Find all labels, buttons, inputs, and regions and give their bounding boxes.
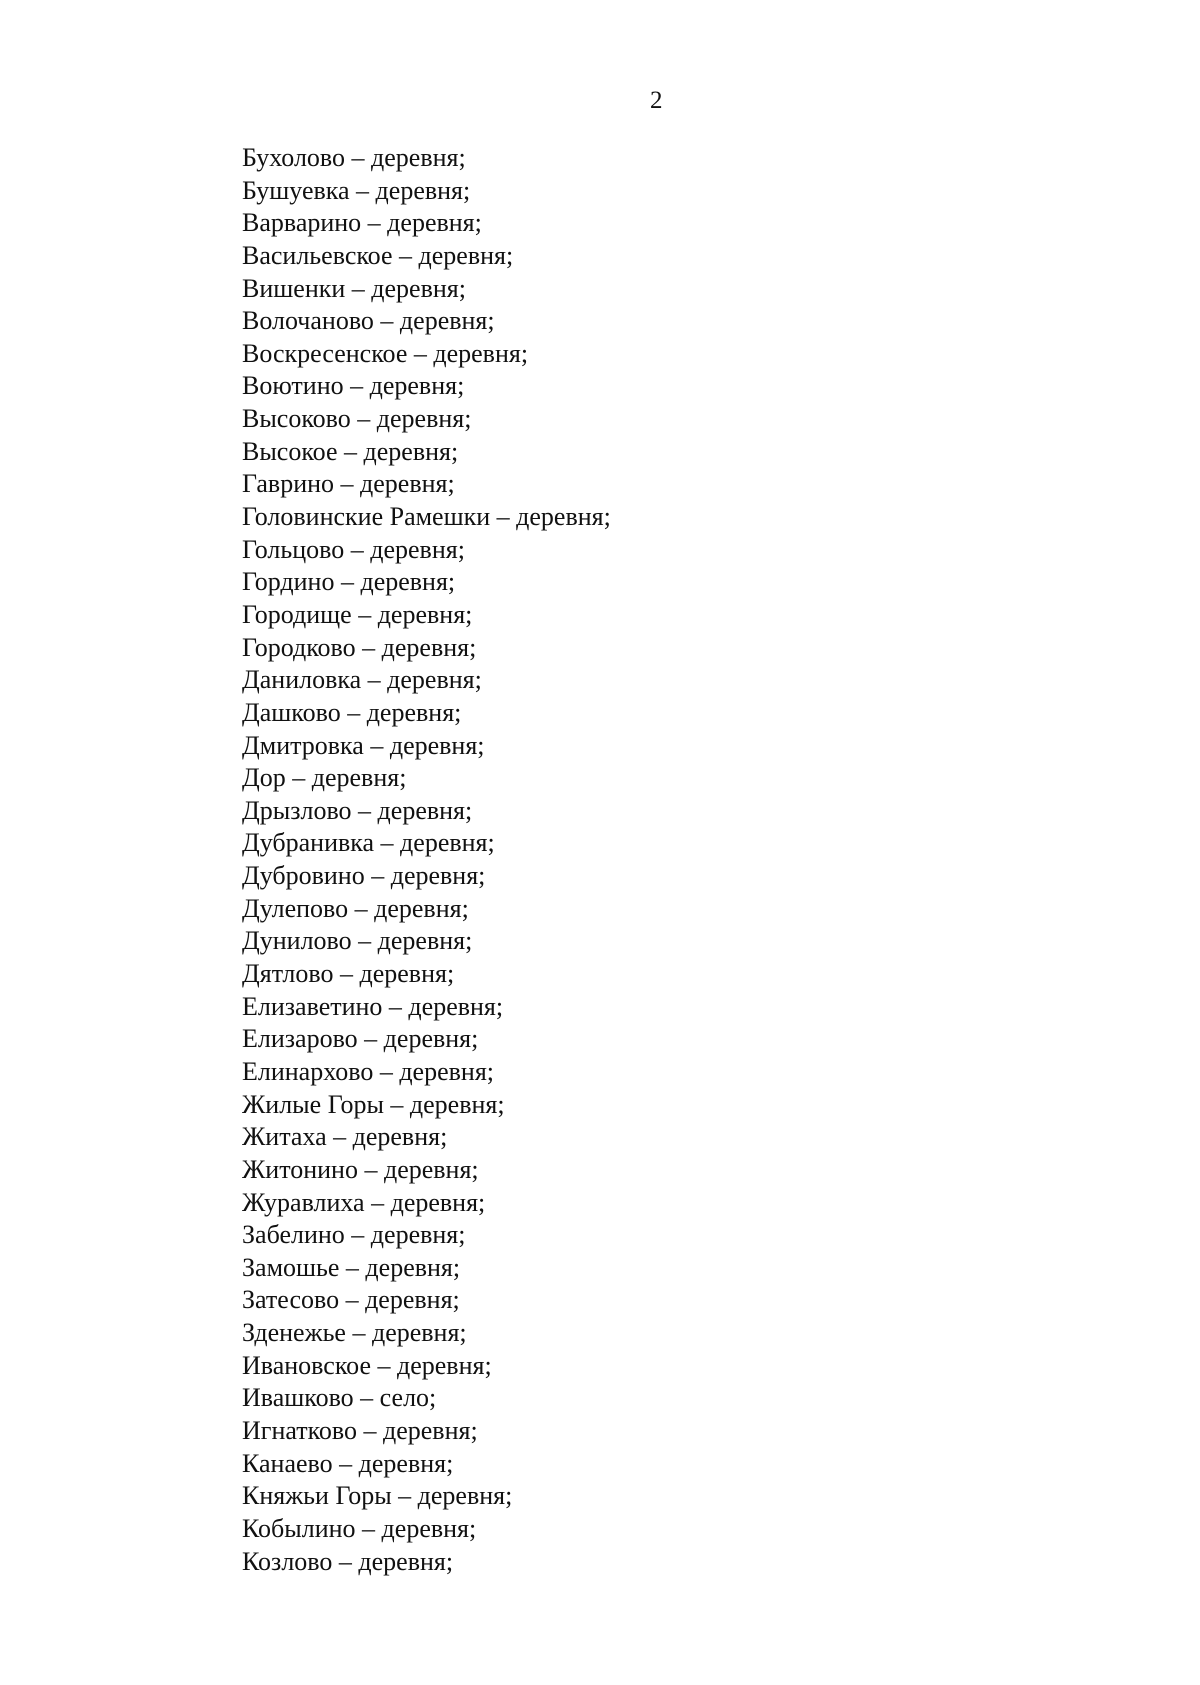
list-item: Елизарово – деревня;: [242, 1024, 479, 1054]
list-item: Жилые Горы – деревня;: [242, 1089, 505, 1119]
list-item: Дрызлово – деревня;: [242, 795, 473, 825]
list-item: Дубранивка – деревня;: [242, 828, 495, 858]
list-item: Вишенки – деревня;: [242, 273, 466, 303]
list-item: Козлово – деревня;: [242, 1546, 454, 1576]
list-item: Ивановское – деревня;: [242, 1350, 492, 1380]
list-item: Дятлово – деревня;: [242, 959, 455, 989]
list-item: Елинархово – деревня;: [242, 1056, 495, 1086]
list-item: Журавлиха – деревня;: [242, 1187, 486, 1217]
list-item: Игнатково – деревня;: [242, 1415, 478, 1445]
list-item: Забелино – деревня;: [242, 1220, 466, 1250]
list-item: Гаврино – деревня;: [242, 469, 455, 499]
list-item: Дор – деревня;: [242, 763, 407, 793]
list-item: Высоково – деревня;: [242, 404, 472, 434]
list-item: Княжьи Горы – деревня;: [242, 1481, 513, 1511]
list-item: Житаха – деревня;: [242, 1122, 448, 1152]
list-item: Дмитровка – деревня;: [242, 730, 485, 760]
list-item: Воскресенское – деревня;: [242, 338, 529, 368]
list-item: Гольцово – деревня;: [242, 534, 465, 564]
list-item: Волочаново – деревня;: [242, 306, 495, 336]
list-item: Гордино – деревня;: [242, 567, 456, 597]
list-item: Дубровино – деревня;: [242, 861, 486, 891]
list-item: Замошье – деревня;: [242, 1252, 461, 1282]
list-item: Ивашково – село;: [242, 1383, 437, 1413]
list-item: Даниловка – деревня;: [242, 665, 482, 695]
list-item: Елизаветино – деревня;: [242, 991, 504, 1021]
list-item: Высокое – деревня;: [242, 436, 459, 466]
list-item: Дунилово – деревня;: [242, 926, 473, 956]
page-number: 2: [650, 87, 663, 114]
list-item: Дашково – деревня;: [242, 697, 462, 727]
list-item: Воютино – деревня;: [242, 371, 465, 401]
list-item: Головинские Рамешки – деревня;: [242, 502, 611, 532]
list-item: Зденежье – деревня;: [242, 1318, 467, 1348]
list-item: Бушуевка – деревня;: [242, 175, 471, 205]
list-item: Канаево – деревня;: [242, 1448, 454, 1478]
list-item: Городково – деревня;: [242, 632, 477, 662]
list-item: Бухолово – деревня;: [242, 143, 466, 172]
list-item: Городище – деревня;: [242, 599, 473, 629]
list-item: Житонино – деревня;: [242, 1154, 479, 1184]
list-item: Кобылино – деревня;: [242, 1513, 477, 1543]
list-item: Дулепово – деревня;: [242, 893, 469, 923]
list-item: Васильевское – деревня;: [242, 240, 514, 270]
settlement-list: [242, 142, 611, 1578]
list-item: Затесово – деревня;: [242, 1285, 460, 1315]
list-item: Варварино – деревня;: [242, 208, 482, 238]
